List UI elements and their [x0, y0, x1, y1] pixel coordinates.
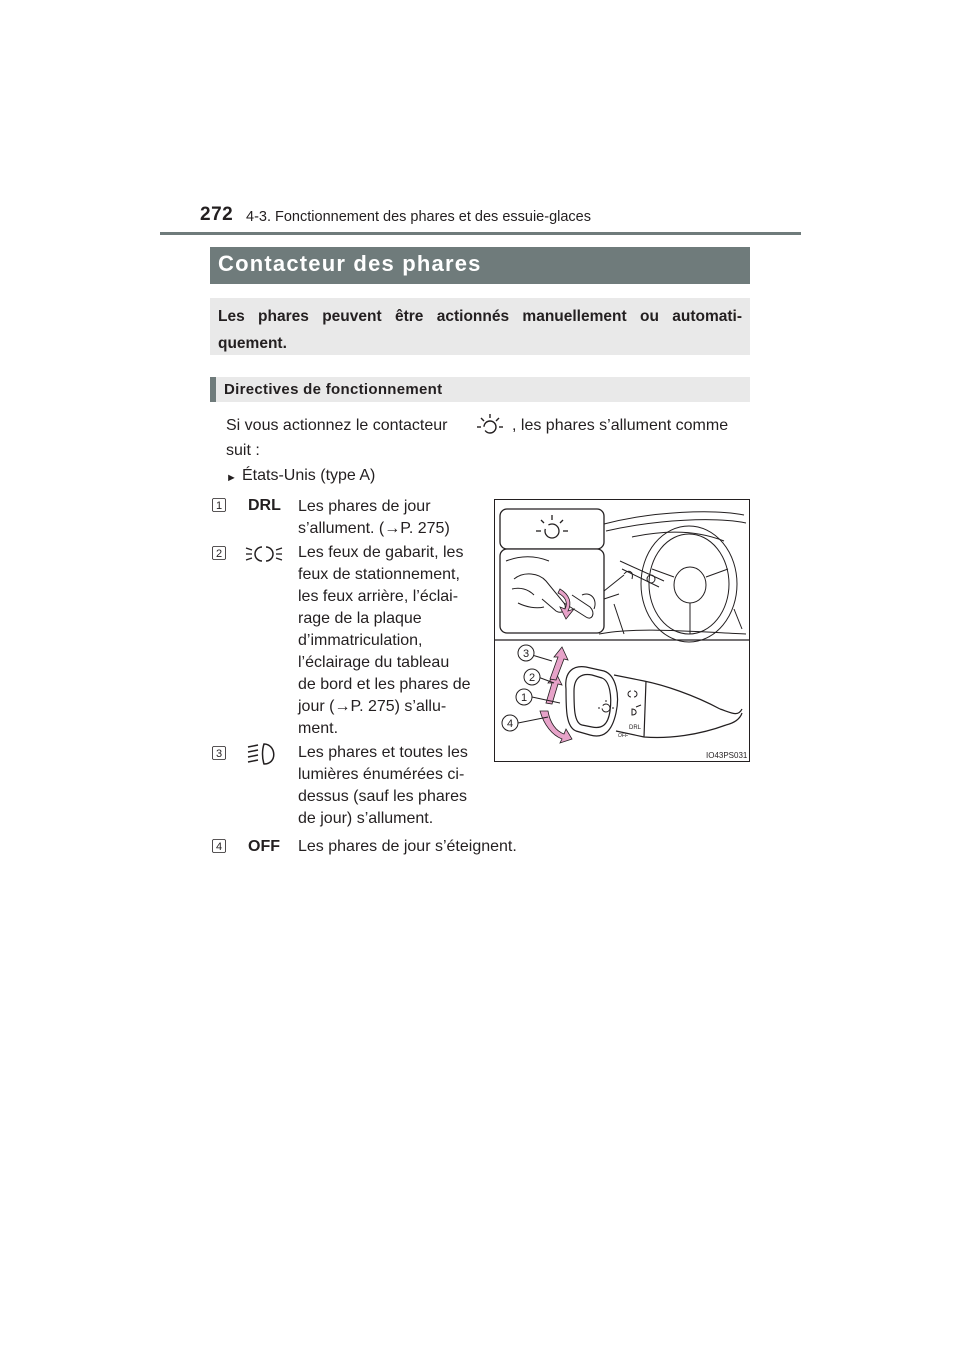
item-2-description [298, 542, 480, 740]
item-3-line-3: dessus (sauf les phares [298, 788, 467, 805]
mode-label-drl: DRL [248, 497, 281, 514]
headlight-switch-illustration [494, 499, 750, 762]
svg-text:1: 1 [215, 500, 223, 512]
section-title: Contacteur des phares [218, 251, 482, 276]
item-2-line-3: les feux arrière, l’éclai- [298, 588, 459, 605]
item-2-line-7: de bord et les phares de [298, 676, 471, 693]
item-2-line-6: l’éclairage du tableau [298, 654, 450, 671]
item-number-1 [212, 498, 226, 512]
body-text-line-1-continued: , les phares s’allument comme [512, 417, 729, 434]
header-rule [160, 232, 801, 235]
item-2-line-9: ment. [298, 720, 339, 737]
item-2-line-1: Les feux de gabarit, les [298, 544, 464, 561]
svg-text:4: 4 [215, 841, 223, 853]
item-3-description [298, 742, 480, 830]
callout-2: 2 [528, 672, 536, 684]
callout-4: 4 [506, 718, 514, 730]
headlight-icon [246, 742, 280, 766]
item-number-3 [212, 746, 226, 760]
svg-text:2: 2 [215, 548, 223, 560]
item-3-line-1: Les phares et toutes les [298, 744, 468, 761]
svg-text:3: 3 [215, 748, 223, 760]
item-number-2 [212, 546, 226, 560]
item-2-line-8: jour (→P. 275) s’allu- [298, 698, 447, 715]
item-number-4 [212, 839, 226, 853]
item-1-line-2: s’allument. (→P. 275) [298, 520, 450, 537]
region-bullet: États-Unis (type A) [242, 467, 376, 484]
item-3-line-4: de jour) s’allument. [298, 810, 434, 827]
item-1-line-1: Les phares de jour [298, 498, 431, 515]
lever-mark-drl: DRL [629, 725, 642, 731]
bullet-arrow-icon: ► [226, 472, 237, 484]
item-3-line-2: lumières énumérées ci- [298, 766, 465, 783]
subsection-accent [210, 377, 216, 402]
callout-1: 1 [520, 692, 528, 704]
lever-mark-off: OFF [618, 733, 628, 739]
item-4-line-1: Les phares de jour s’éteignent. [298, 838, 517, 855]
item-4-description [298, 836, 558, 858]
body-text-line-1: Si vous actionnez le contacteur [226, 417, 448, 434]
headlight-switch-icon [476, 412, 504, 440]
item-2-line-5: d’immatriculation, [298, 632, 423, 649]
page-number: 272 [200, 204, 234, 225]
intro-text: Les phares peuvent être actionnés manuellement ou automati-quement. [218, 308, 742, 352]
item-2-line-4: rage de la plaque [298, 610, 422, 627]
mode-label-off: OFF [248, 838, 280, 855]
item-2-line-2: feux de stationnement, [298, 566, 460, 583]
item-1-description [298, 496, 480, 540]
body-text-line-2: suit : [226, 442, 260, 459]
chapter-heading: 4-3. Fonctionnement des phares et des essuie-glaces [246, 209, 591, 225]
subsection-title: Directives de fonctionnement [224, 381, 443, 398]
parking-light-icon [244, 544, 284, 564]
callout-3: 3 [522, 648, 530, 660]
figure-code: IO43PS031 [706, 751, 748, 760]
